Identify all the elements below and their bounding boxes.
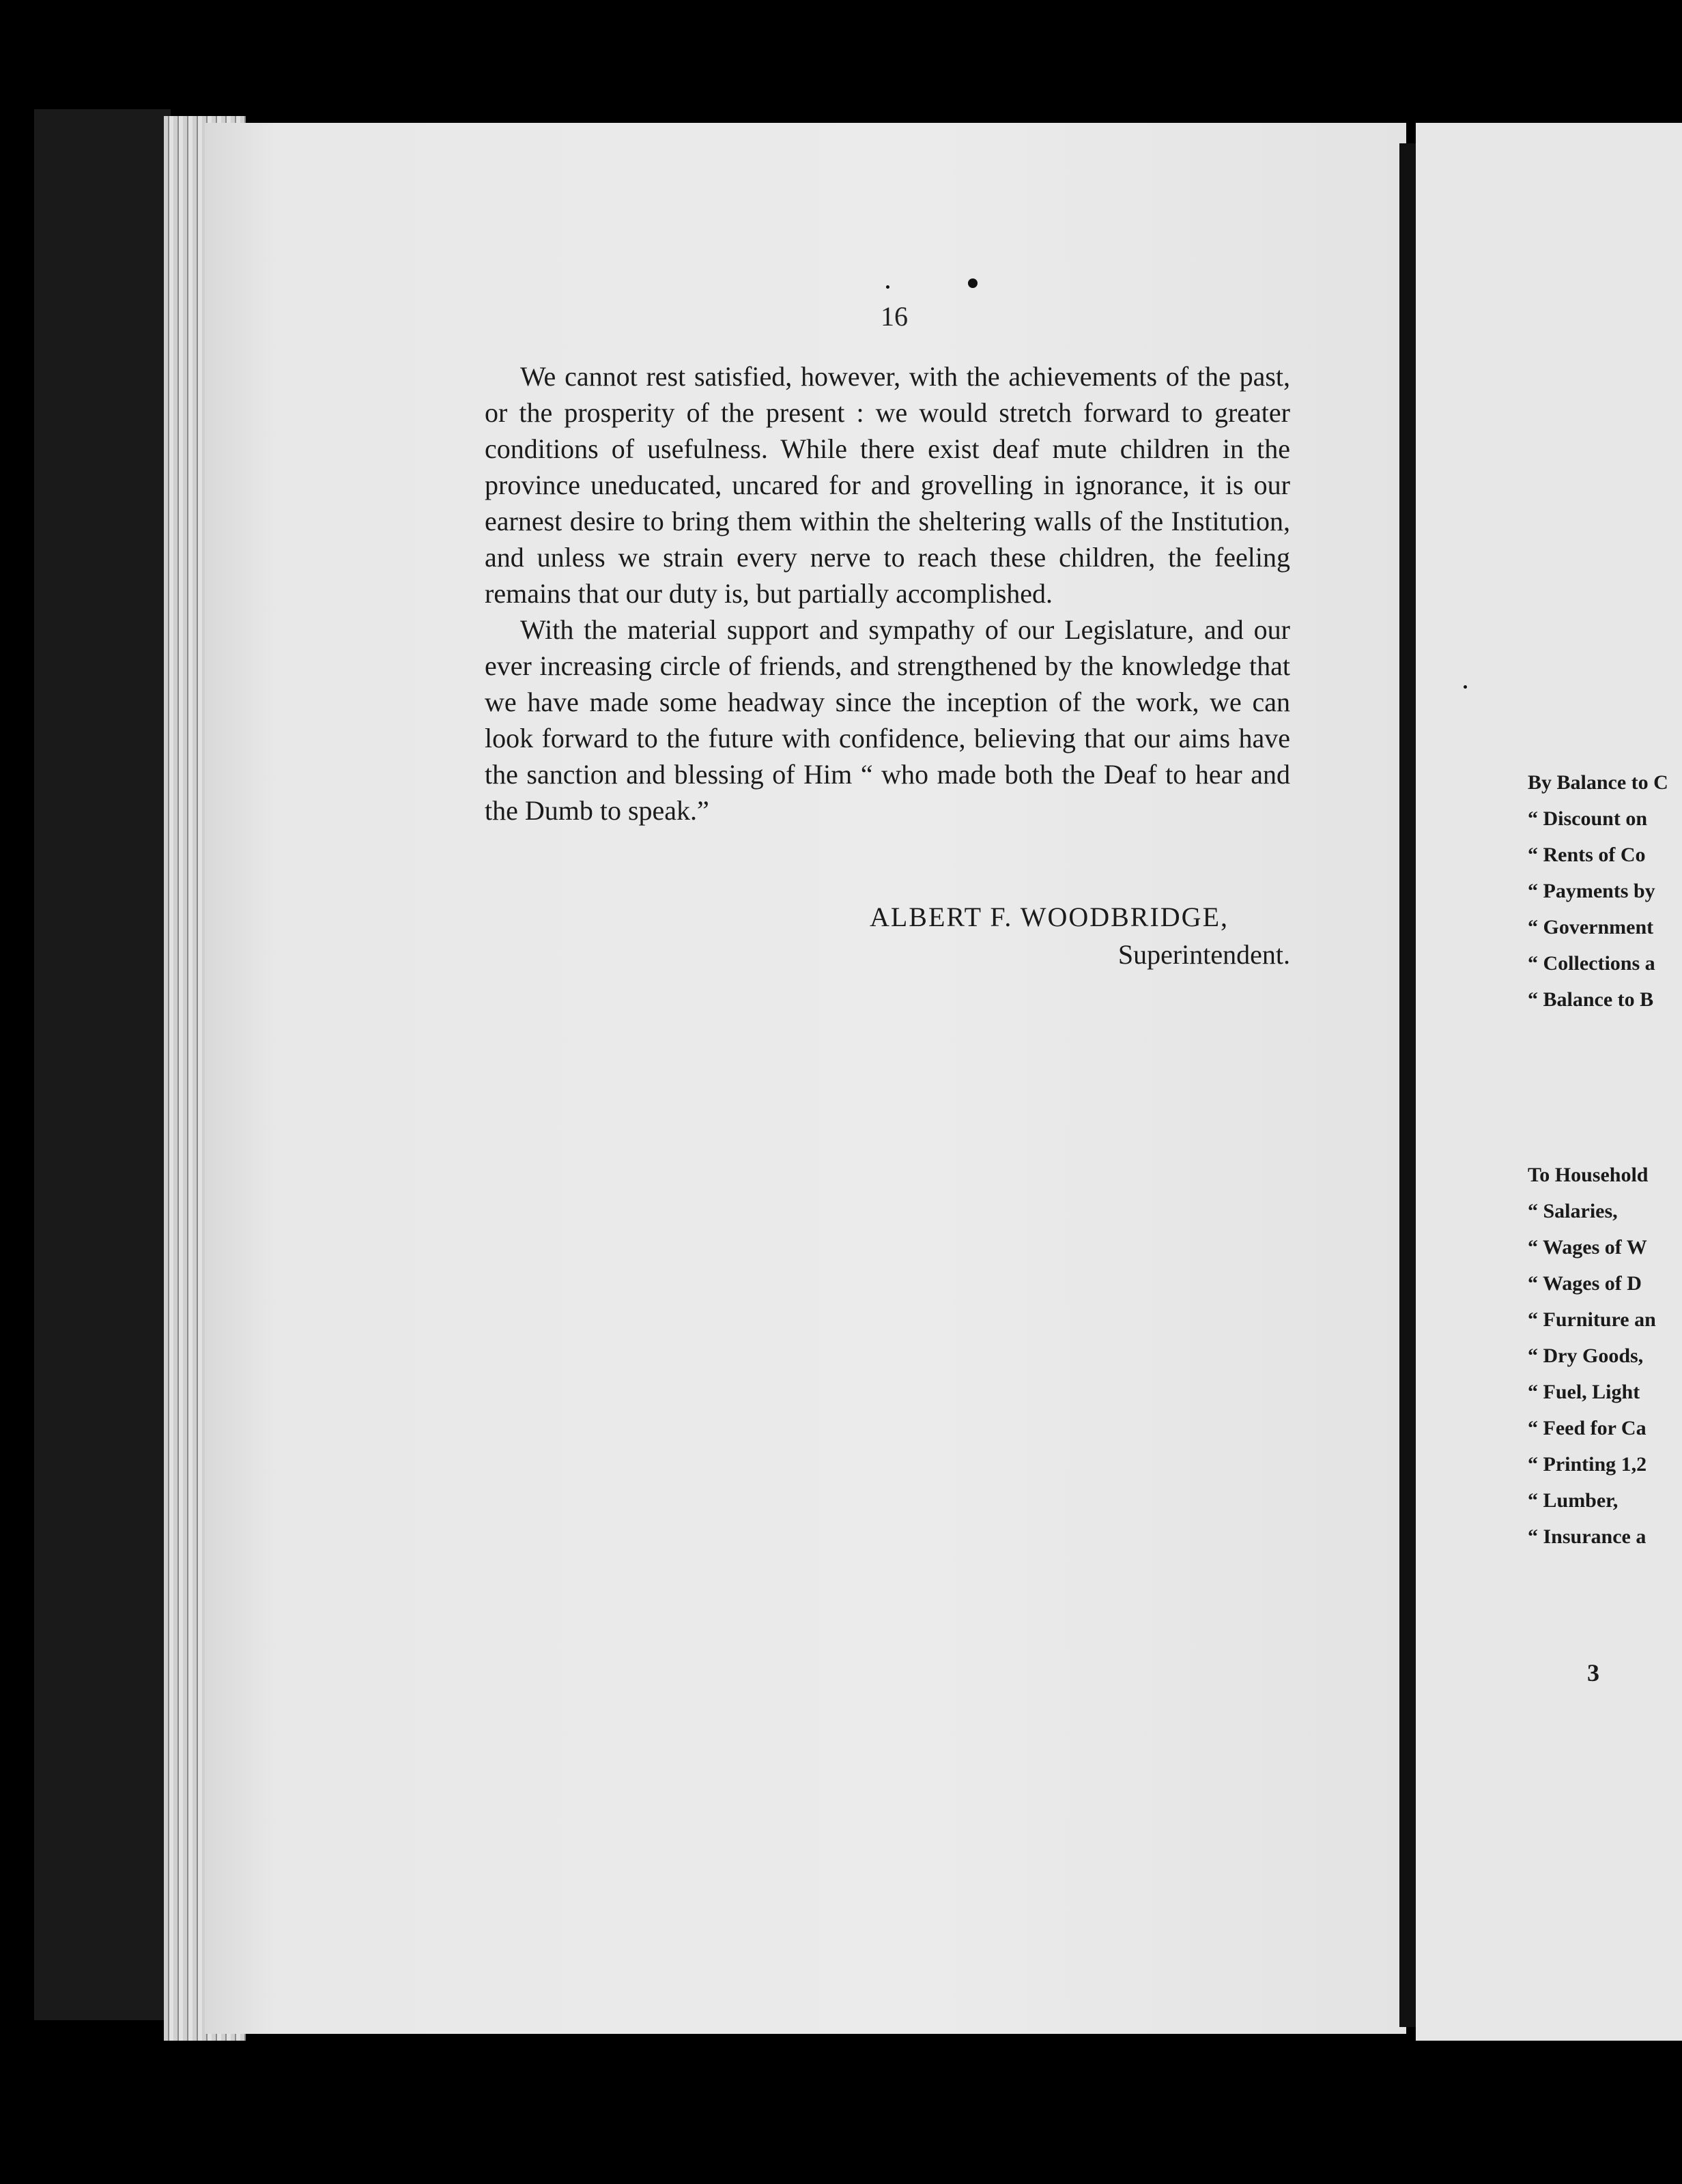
expenditure-line: “ Furniture an <box>1528 1308 1656 1331</box>
expenditure-line: “ Fuel, Light <box>1528 1381 1640 1403</box>
expenditure-line: “ Wages of D <box>1528 1272 1642 1295</box>
book-binding <box>34 109 171 2020</box>
receipt-line: “ Government <box>1528 916 1654 938</box>
expenditure-line: “ Feed for Ca <box>1528 1417 1647 1439</box>
receipt-line: “ Collections a <box>1528 952 1655 975</box>
gutter <box>1399 143 1416 2027</box>
ink-speck <box>886 285 889 289</box>
expenditure-line: “ Lumber, <box>1528 1489 1619 1512</box>
signature-block <box>683 901 1290 971</box>
paragraph: We cannot rest satisfied, however, with the achievements of the past, or the prosperity of the present : we would stretch forward to greater conditions of usefulness. While there exist deaf mute children in the province uneducated, uncared for and grovelling in ignorance, it is our earnest desire to bring them within the sheltering walls of the Institution, and unless we strain every nerve to reach these children, the feeling remains that our duty is, but partially accomplished. <box>485 361 1290 609</box>
expenditure-line: “ Wages of W <box>1528 1236 1647 1259</box>
signature-title: Superintendent. <box>1117 939 1290 970</box>
expenditure-line: “ Salaries, <box>1528 1200 1618 1222</box>
expenditure-line: “ Insurance a <box>1528 1525 1647 1548</box>
body-text <box>485 358 1290 829</box>
receipt-line: “ Rents of Co <box>1528 844 1646 866</box>
signature-name: ALBERT F. WOODBRIDGE, <box>869 902 1229 932</box>
expenditure-line: “ Dry Goods, <box>1528 1345 1644 1367</box>
page-number: 16 <box>881 301 908 332</box>
expenditure-line: “ Printing 1,2 <box>1528 1453 1647 1476</box>
receipt-line: “ Discount on <box>1528 807 1648 830</box>
ink-speck <box>968 278 978 288</box>
receipt-line: By Balance to C <box>1528 771 1668 794</box>
ink-speck <box>1464 685 1467 689</box>
account-ledger <box>1528 0 1682 2184</box>
right-page-folio: 3 <box>1587 1659 1599 1686</box>
expenditure-line: To Household <box>1528 1164 1649 1186</box>
paragraph: With the material support and sympathy of our Legislature, and our ever increasing circle of friends, and strengthened by the knowledge that we have made some headway since the inception of the work, we can look forward to the future with confidence, believing that our aims have the sanction and blessing of Him “ who made both the Deaf to hear and the Dumb to speak.” <box>485 614 1290 826</box>
receipt-line: “ Payments by <box>1528 880 1655 902</box>
receipt-line: “ Balance to B <box>1528 988 1654 1011</box>
